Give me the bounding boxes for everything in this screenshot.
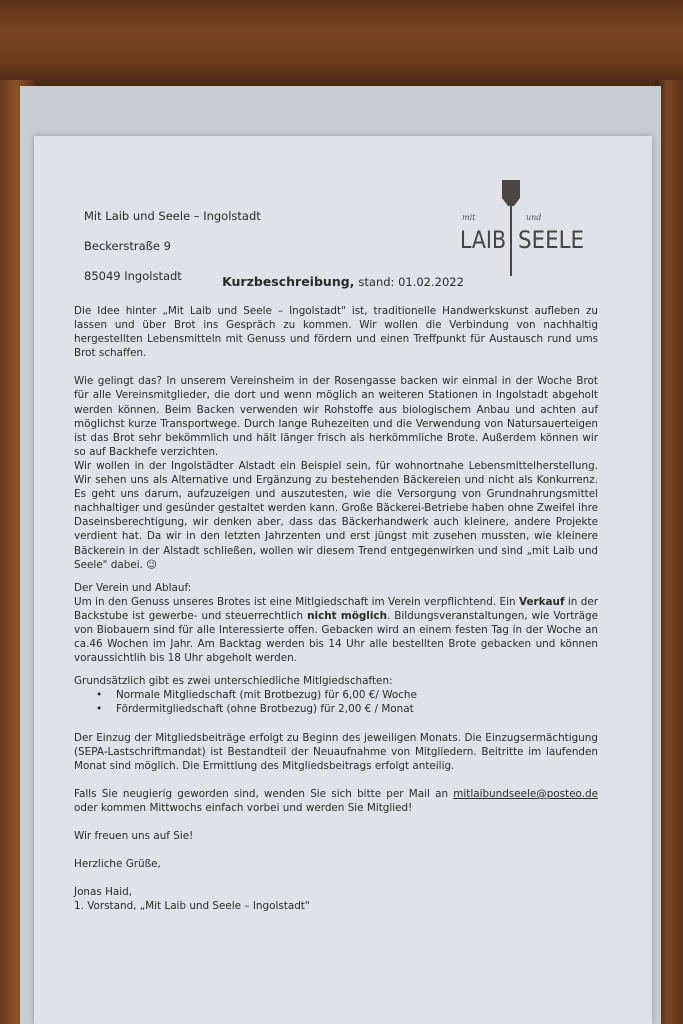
address-line-1: Mit Laib und Seele – Ingolstadt — [84, 209, 261, 223]
logo-word-laib: LAIB — [460, 226, 506, 254]
signature-name: Jonas Haid, — [74, 886, 133, 899]
address-line-3: 85049 Ingolstadt — [84, 269, 182, 283]
paragraph-goal: Wir wollen in der Ingolstädter Alstadt ein Beispiel sein, für wohnortnahe Lebensmittelherstellung. Wir sehen uns als Alternative und Ergänzung zu bestehenden Bäckereien und nicht als Konkurrenz. Es geht uns darum, aufzuzeigen und auszutesten, wie die Versorgung von Grundnahrungsmittel nachhaltiger und gesünder gestaltet werden kann. Große Bäckerei-Betriebe haben ohne Zweifel ihre Daseinsberechtigung, wir denken aber, dass das Bäckerhandwerk auch kleinere, andere Projekte verdient hat. Da wir in den letzten Jahrzenten und erst jüngst mit zusehen mussten, wie kleinere Bäckerein in der Alstadt schließen, wollen wir diesem Trend entgegenwirken und sind „mit Laib und Seele" dabei. ☺ — [74, 459, 598, 571]
paragraph-contact — [74, 787, 598, 815]
logo-small-und: und — [526, 213, 542, 222]
address-line-2: Beckerstraße 9 — [84, 239, 171, 253]
title-main: Kurzbeschreibung, — [222, 274, 355, 289]
paragraph-fees: Der Einzug der Mitgliedsbeiträge erfolgt zu Beginn des jeweiligen Monats. Die Einzugsermächtigung (SEPA-Lastschriftmandat) ist Bestandteil der Neuaufnahme von Mitgliedern. Beitritte im laufenden Monat sind möglich. Die Ermittlung des Mitgliedsbeitrags erfolgt anteilig. — [74, 731, 598, 772]
laib-und-seele-logo — [458, 176, 588, 276]
contact-text-a: Falls Sie neugierig geworden sind, wenden Sie sich bitte per Mail an — [74, 787, 454, 800]
document-title — [34, 274, 652, 289]
contact-text-b: oder kommen Mittwochs einfach vorbei und werden Sie Mitglied! — [74, 801, 413, 814]
title-date: stand: 01.02.2022 — [358, 275, 464, 289]
list-item: • Normale Mitgliedschaft (mit Brotbezug) für 6,00 €/ Woche — [92, 688, 598, 702]
email-link[interactable]: mitlaibundseele@posteo.de — [453, 787, 598, 800]
verein-text-a: Um in den Genuss unseres Brotes ist eine Mitlgiedschaft im Verein verpflichtend. Ein — [74, 595, 519, 608]
paragraph-how: Wie gelingt das? In unserem Vereinsheim in der Rosengasse backen wir einmal in der Woche Brot für alle Vereinsmitglieder, die dort und wenn möglich an weiteren Stationen in Ingolstadt abgeholt werden können. Beim Backen verwenden wir Rohstoffe aus biologischem Anbau und achten auf möglichst kurze Transportwege. Durch lange Ruhezeiten und die Verwendung von Natursauerteigen ist das Brot sehr bekömmlich und hält länger frisch als herkömmliche Brote. Außerdem können wir so auf Backhefe verzichten. — [74, 375, 598, 458]
verein-bold-verkauf: Verkauf — [518, 595, 565, 608]
paragraph-intro: Die Idee hinter „Mit Laib und Seele – Ingolstadt" ist, traditionelle Handwerkskunst aufleben zu lassen und über Brot ins Gespräch zu kommen. Wir wollen die Verbindung von nachhaltig hergestellten Lebensmitteln mit Genuss und fördern und einen Treffpunkt für Austausch rund ums Brot schaffen. — [74, 305, 598, 360]
notice-sheet — [34, 136, 652, 1024]
verein-bold-nicht: nicht möglich — [307, 609, 387, 622]
document-body — [74, 304, 598, 913]
wooden-frame-top — [0, 0, 683, 92]
logo-graphic — [458, 176, 588, 276]
section-heading-verein: Der Verein und Ablauf: — [74, 581, 192, 594]
verein-text-e: . Bildungsveranstaltungen, wie Vorträge von Biobauern sind für alle Interessierte offen. Gebacken wird an einem festen Tag in der Woche an ca.46 Wochen im Jahr. Am Backtag werden bis 14 Uhr alle bestellten Brote gebacken und können voraussichtlih bis 18 Uhr abgeholt werden. — [74, 609, 598, 665]
verein-text-c: in der Backstube ist gewerbe- und steuerrechtlich — [74, 595, 599, 622]
paragraph-memberships: Grundsätzlich gibt es zwei unterschiedliche Mitlgiedschaften: — [74, 675, 393, 688]
signature-role: 1. Vorstand, „Mit Laib und Seele – Ingolstadt" — [74, 900, 310, 913]
list-item: • Fördermitgliedschaft (ohne Brotbezug) für 2,00 € / Monat — [92, 702, 598, 716]
logo-small-mit: mit — [462, 213, 476, 222]
logo-word-seele: SEELE — [518, 226, 584, 254]
closing-line: Wir freuen uns auf Sie! — [74, 830, 194, 842]
membership-list — [92, 688, 598, 716]
paragraph-verein — [74, 595, 598, 665]
greeting-line: Herzliche Grüße, — [74, 858, 161, 871]
